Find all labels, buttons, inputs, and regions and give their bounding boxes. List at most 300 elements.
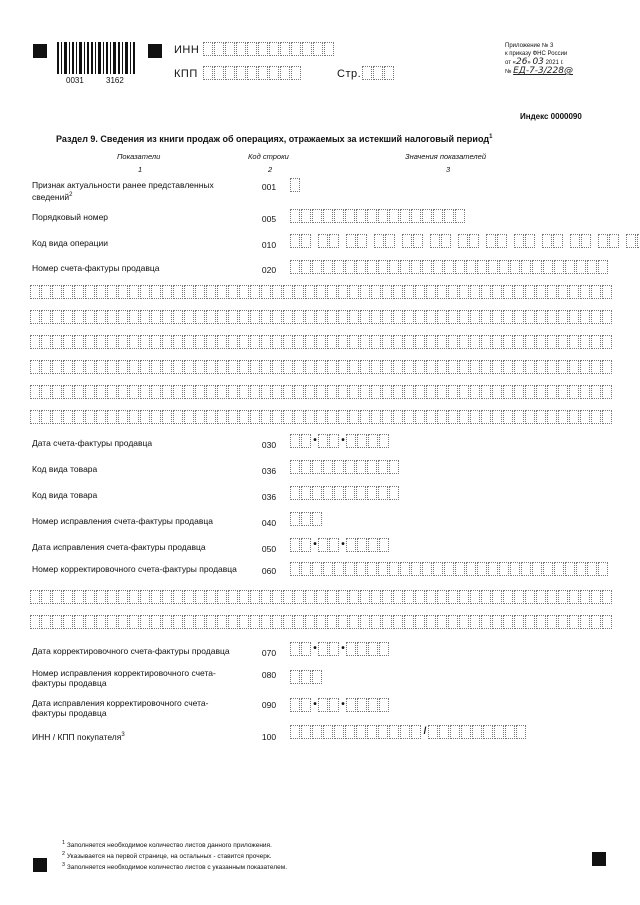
input-cell[interactable] [393,410,403,424]
input-cell[interactable] [329,538,339,552]
input-cell[interactable] [305,360,315,374]
input-cell[interactable] [367,260,377,274]
input-cell[interactable] [378,260,388,274]
input-cell[interactable] [470,615,480,629]
input-cell[interactable] [228,410,238,424]
inn-cell[interactable] [214,42,224,56]
input-cell[interactable] [400,209,410,223]
input-cell[interactable] [173,615,183,629]
input-cell[interactable] [448,590,458,604]
input-cell[interactable] [499,562,509,576]
input-cell[interactable] [569,335,579,349]
input-cell[interactable] [63,590,73,604]
input-cell[interactable] [492,310,502,324]
input-cell[interactable] [379,642,389,656]
input-cell[interactable] [477,562,487,576]
input-cell[interactable] [85,285,95,299]
input-cell[interactable] [459,410,469,424]
input-cell[interactable] [151,410,161,424]
input-cell[interactable] [140,590,150,604]
input-cell[interactable] [378,562,388,576]
input-cell[interactable] [228,360,238,374]
input-cell[interactable] [503,285,513,299]
input-cell[interactable] [591,310,601,324]
input-cell[interactable] [587,260,597,274]
input-cell[interactable] [368,538,378,552]
input-cell[interactable] [368,698,378,712]
input-cell[interactable] [459,335,469,349]
input-cell[interactable] [602,410,612,424]
input-cell[interactable] [536,385,546,399]
input-cell[interactable] [74,335,84,349]
input-cell[interactable] [318,538,328,552]
input-cell[interactable] [74,615,84,629]
input-cell[interactable] [536,615,546,629]
input-cell[interactable] [107,310,117,324]
input-cell[interactable] [360,410,370,424]
input-cell[interactable] [85,590,95,604]
input-cell[interactable] [312,260,322,274]
input-cell[interactable] [63,285,73,299]
input-cell[interactable] [228,310,238,324]
input-cell[interactable] [514,285,524,299]
input-cell[interactable] [140,360,150,374]
input-cell[interactable] [378,209,388,223]
input-cell[interactable] [52,335,62,349]
input-cell[interactable] [329,234,339,248]
input-cell[interactable] [481,360,491,374]
input-cell[interactable] [151,385,161,399]
input-cell[interactable] [312,512,322,526]
input-cell[interactable] [250,285,260,299]
input-cell[interactable] [312,460,322,474]
input-cell[interactable] [195,615,205,629]
input-cell[interactable] [345,486,355,500]
input-cell[interactable] [272,335,282,349]
input-cell[interactable] [294,615,304,629]
input-cell[interactable] [96,590,106,604]
input-cell[interactable] [283,410,293,424]
input-cell[interactable] [184,310,194,324]
input-cell[interactable] [379,698,389,712]
input-cell[interactable] [570,234,580,248]
input-cell[interactable] [345,725,355,739]
input-cell[interactable] [402,234,412,248]
input-cell[interactable] [455,562,465,576]
input-cell[interactable] [481,410,491,424]
input-cell[interactable] [41,335,51,349]
input-cell[interactable] [151,590,161,604]
input-cell[interactable] [316,410,326,424]
input-cell[interactable] [290,642,300,656]
input-cell[interactable] [602,590,612,604]
input-cell[interactable] [107,615,117,629]
input-cell[interactable] [140,335,150,349]
input-cell[interactable] [516,725,526,739]
input-cell[interactable] [173,410,183,424]
input-cell[interactable] [466,260,476,274]
input-cell[interactable] [547,285,557,299]
input-cell[interactable] [514,234,524,248]
input-cell[interactable] [349,590,359,604]
input-cell[interactable] [316,385,326,399]
input-cell[interactable] [195,385,205,399]
input-cell[interactable] [521,260,531,274]
input-cell[interactable] [184,410,194,424]
input-cell[interactable] [272,410,282,424]
seller-invoice-number-extra-cells[interactable] [30,310,619,324]
input-cell[interactable] [261,385,271,399]
input-cell[interactable] [250,410,260,424]
input-cell[interactable] [510,260,520,274]
input-cell[interactable] [327,590,337,604]
input-cell[interactable] [492,360,502,374]
input-cell[interactable] [514,335,524,349]
input-cell[interactable] [305,615,315,629]
input-cell[interactable] [581,234,591,248]
goods-code-cells-1[interactable] [290,460,406,474]
input-cell[interactable] [565,260,575,274]
input-cell[interactable] [318,434,328,448]
input-cell[interactable] [63,335,73,349]
input-cell[interactable] [547,335,557,349]
input-cell[interactable] [239,310,249,324]
input-cell[interactable] [558,310,568,324]
input-cell[interactable] [272,310,282,324]
input-cell[interactable] [481,385,491,399]
input-cell[interactable] [415,285,425,299]
input-cell[interactable] [437,385,447,399]
input-cell[interactable] [580,385,590,399]
input-cell[interactable] [272,385,282,399]
input-cell[interactable] [602,310,612,324]
input-cell[interactable] [393,335,403,349]
input-cell[interactable] [316,310,326,324]
input-cell[interactable] [294,385,304,399]
input-cell[interactable] [382,410,392,424]
corr-invoice-date-cells[interactable] [290,642,390,656]
input-cell[interactable] [173,335,183,349]
input-cell[interactable] [558,385,568,399]
input-cell[interactable] [382,385,392,399]
input-cell[interactable] [74,410,84,424]
input-cell[interactable] [470,590,480,604]
input-cell[interactable] [217,360,227,374]
input-cell[interactable] [140,310,150,324]
input-cell[interactable] [239,285,249,299]
input-cell[interactable] [162,335,172,349]
input-cell[interactable] [30,285,40,299]
input-cell[interactable] [349,385,359,399]
input-cell[interactable] [389,486,399,500]
input-cell[interactable] [118,590,128,604]
input-cell[interactable] [301,512,311,526]
input-cell[interactable] [140,285,150,299]
input-cell[interactable] [118,335,128,349]
input-cell[interactable] [591,590,601,604]
input-cell[interactable] [96,385,106,399]
input-cell[interactable] [96,310,106,324]
input-cell[interactable] [609,234,619,248]
input-cell[interactable] [228,385,238,399]
input-cell[interactable] [558,360,568,374]
input-cell[interactable] [151,285,161,299]
input-cell[interactable] [441,234,451,248]
input-cell[interactable] [52,385,62,399]
inn-cell[interactable] [203,42,213,56]
input-cell[interactable] [334,725,344,739]
input-cell[interactable] [448,385,458,399]
input-cell[interactable] [400,725,410,739]
input-cell[interactable] [52,410,62,424]
input-cell[interactable] [472,725,482,739]
input-cell[interactable] [129,285,139,299]
input-cell[interactable] [349,410,359,424]
input-cell[interactable] [327,385,337,399]
input-cell[interactable] [385,234,395,248]
input-cell[interactable] [580,590,590,604]
input-cell[interactable] [85,360,95,374]
input-cell[interactable] [379,434,389,448]
input-cell[interactable] [486,234,496,248]
input-cell[interactable] [357,698,367,712]
correction-number-cells[interactable] [290,512,329,526]
input-cell[interactable] [228,590,238,604]
input-cell[interactable] [85,310,95,324]
input-cell[interactable] [415,310,425,324]
kpp-cell[interactable] [214,66,224,80]
input-cell[interactable] [250,360,260,374]
buyer-inn-kpp-cells[interactable] [290,725,527,739]
input-cell[interactable] [393,285,403,299]
seller-invoice-number-extra-cells[interactable] [30,335,619,349]
input-cell[interactable] [503,360,513,374]
input-cell[interactable] [525,615,535,629]
input-cell[interactable] [338,590,348,604]
input-cell[interactable] [437,590,447,604]
input-cell[interactable] [250,310,260,324]
input-cell[interactable] [261,285,271,299]
input-cell[interactable] [338,410,348,424]
input-cell[interactable] [140,410,150,424]
input-cell[interactable] [316,285,326,299]
input-cell[interactable] [426,310,436,324]
input-cell[interactable] [290,178,300,192]
input-cell[interactable] [301,670,311,684]
input-cell[interactable] [536,410,546,424]
input-cell[interactable] [481,310,491,324]
inn-cell[interactable] [258,42,268,56]
input-cell[interactable] [415,615,425,629]
input-cell[interactable] [162,385,172,399]
input-cell[interactable] [356,486,366,500]
input-cell[interactable] [357,434,367,448]
input-cell[interactable] [349,285,359,299]
input-cell[interactable] [184,335,194,349]
input-cell[interactable] [239,335,249,349]
input-cell[interactable] [569,410,579,424]
input-cell[interactable] [323,562,333,576]
input-cell[interactable] [239,385,249,399]
input-cell[interactable] [290,725,300,739]
input-cell[interactable] [206,615,216,629]
input-cell[interactable] [261,335,271,349]
input-cell[interactable] [378,486,388,500]
input-cell[interactable] [151,335,161,349]
input-cell[interactable] [301,538,311,552]
input-cell[interactable] [345,260,355,274]
input-cell[interactable] [346,434,356,448]
input-cell[interactable] [448,360,458,374]
kpp-cell[interactable] [247,66,257,80]
input-cell[interactable] [371,285,381,299]
input-cell[interactable] [514,615,524,629]
input-cell[interactable] [118,360,128,374]
input-cell[interactable] [413,234,423,248]
input-cell[interactable] [525,385,535,399]
input-cell[interactable] [301,234,311,248]
input-cell[interactable] [301,698,311,712]
input-cell[interactable] [345,209,355,223]
input-cell[interactable] [437,310,447,324]
input-cell[interactable] [63,385,73,399]
input-cell[interactable] [393,590,403,604]
input-cell[interactable] [411,209,421,223]
input-cell[interactable] [404,410,414,424]
input-cell[interactable] [437,285,447,299]
input-cell[interactable] [367,725,377,739]
input-cell[interactable] [514,410,524,424]
input-cell[interactable] [598,562,608,576]
input-cell[interactable] [41,385,51,399]
input-cell[interactable] [329,434,339,448]
input-cell[interactable] [74,385,84,399]
input-cell[interactable] [118,385,128,399]
input-cell[interactable] [382,360,392,374]
input-cell[interactable] [426,410,436,424]
input-cell[interactable] [368,642,378,656]
input-cell[interactable] [371,410,381,424]
seller-invoice-date-cells[interactable] [290,434,390,448]
input-cell[interactable] [173,285,183,299]
input-cell[interactable] [63,615,73,629]
input-cell[interactable] [382,335,392,349]
input-cell[interactable] [30,360,40,374]
input-cell[interactable] [598,234,608,248]
input-cell[interactable] [514,360,524,374]
input-cell[interactable] [206,385,216,399]
input-cell[interactable] [305,335,315,349]
input-cell[interactable] [393,615,403,629]
input-cell[interactable] [312,670,322,684]
input-cell[interactable] [356,209,366,223]
input-cell[interactable] [503,590,513,604]
input-cell[interactable] [41,590,51,604]
input-cell[interactable] [580,360,590,374]
input-cell[interactable] [492,410,502,424]
input-cell[interactable] [305,285,315,299]
input-cell[interactable] [129,590,139,604]
seller-invoice-number-cells[interactable] [290,260,615,274]
input-cell[interactable] [598,260,608,274]
input-cell[interactable] [525,285,535,299]
input-cell[interactable] [52,590,62,604]
correction-date-cells[interactable] [290,538,390,552]
input-cell[interactable] [461,725,471,739]
input-cell[interactable] [439,725,449,739]
input-cell[interactable] [217,385,227,399]
input-cell[interactable] [323,260,333,274]
input-cell[interactable] [96,410,106,424]
input-cell[interactable] [591,410,601,424]
input-cell[interactable] [290,698,300,712]
input-cell[interactable] [470,385,480,399]
input-cell[interactable] [349,310,359,324]
input-cell[interactable] [283,385,293,399]
input-cell[interactable] [290,512,300,526]
corr-invoice-number-cells[interactable] [290,562,615,576]
input-cell[interactable] [393,310,403,324]
input-cell[interactable] [356,725,366,739]
input-cell[interactable] [481,615,491,629]
input-cell[interactable] [290,260,300,274]
input-cell[interactable] [41,410,51,424]
input-cell[interactable] [329,698,339,712]
input-cell[interactable] [346,234,356,248]
input-cell[interactable] [536,285,546,299]
input-cell[interactable] [404,310,414,324]
input-cell[interactable] [74,285,84,299]
inn-cell[interactable] [236,42,246,56]
input-cell[interactable] [63,310,73,324]
input-cell[interactable] [290,486,300,500]
input-cell[interactable] [195,310,205,324]
input-cell[interactable] [411,725,421,739]
input-cell[interactable] [217,590,227,604]
input-cell[interactable] [301,460,311,474]
input-cell[interactable] [129,310,139,324]
kpp-cell[interactable] [269,66,279,80]
input-cell[interactable] [294,590,304,604]
input-cell[interactable] [488,260,498,274]
input-cell[interactable] [346,642,356,656]
input-cell[interactable] [492,590,502,604]
input-cell[interactable] [294,285,304,299]
input-cell[interactable] [301,486,311,500]
input-cell[interactable] [371,385,381,399]
input-cell[interactable] [400,260,410,274]
input-cell[interactable] [346,698,356,712]
input-cell[interactable] [510,562,520,576]
input-cell[interactable] [334,260,344,274]
input-cell[interactable] [558,285,568,299]
input-cell[interactable] [327,615,337,629]
input-cell[interactable] [162,310,172,324]
input-cell[interactable] [250,590,260,604]
input-cell[interactable] [290,538,300,552]
input-cell[interactable] [470,335,480,349]
input-cell[interactable] [250,615,260,629]
input-cell[interactable] [318,698,328,712]
kpp-cell[interactable] [203,66,213,80]
input-cell[interactable] [404,285,414,299]
input-cell[interactable] [415,335,425,349]
input-cell[interactable] [294,335,304,349]
input-cell[interactable] [437,360,447,374]
input-cell[interactable] [492,285,502,299]
input-cell[interactable] [118,310,128,324]
inn-cell[interactable] [225,42,235,56]
